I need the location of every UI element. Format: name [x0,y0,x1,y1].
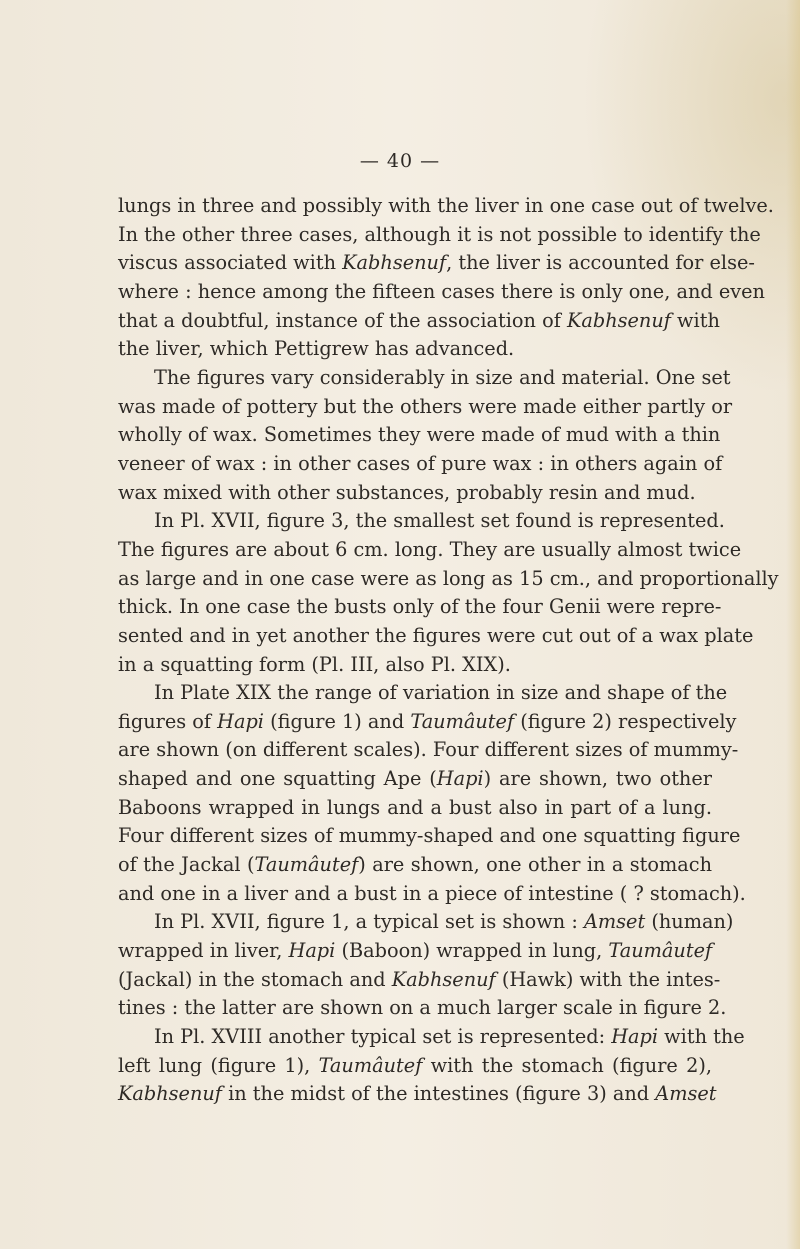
text-line [118,536,742,565]
text-run: In Pl. XVIII another typical set is represented: [154,1025,612,1049]
text-line [118,994,727,1023]
text-run: sented and in yet another the figures were cut out of a wax plate [118,623,754,647]
page-number: — 40 — [359,150,441,172]
text-line [118,192,774,221]
text-run: with the stomach (figure 2), [422,1053,713,1077]
text-line [118,622,754,651]
text-run: wrapped in liver, [118,939,289,963]
text-line [118,966,721,995]
italic-term: Hapi [611,1025,659,1049]
text-run: veneer of wax : in other cases of pure wax : in others again of [118,451,723,475]
text-line [118,450,723,479]
text-line [118,393,733,422]
text-line [118,822,741,851]
text-run: The figures are about 6 cm. long. They are usually almost twice [118,537,742,561]
text-line [118,908,734,937]
text-run: and one in a liver and a bust in a piece of intestine ( ? stomach). [118,881,746,905]
text-line [118,708,737,737]
text-line [118,1023,745,1052]
text-run: the liver, which Pettigrew has advanced. [118,337,515,361]
italic-term: Amset [583,910,646,934]
text-run: of the Jackal ( [118,853,255,877]
text-run: thick. In one case the busts only of the four Genii were repre- [118,595,722,619]
text-line [118,937,712,966]
text-run: ) are shown, one other in a stomach [358,853,712,877]
text-line [118,794,712,823]
text-run: In Pl. XVII, figure 3, the smallest set found is represented. [154,509,725,533]
text-line [118,736,739,765]
text-run: lungs in three and possibly with the liver in one case out of twelve. [118,194,774,217]
text-run: are shown (on different scales). Four different sizes of mummy- [118,738,739,762]
text-run: (Jackal) in the stomach and [118,967,392,991]
text-line [118,364,731,393]
text-line [118,593,722,622]
italic-term: Amset [655,1082,717,1106]
italic-term: Taumâutef [318,1053,423,1077]
italic-term: Hapi [436,767,484,791]
text-run: wax mixed with other substances, probably resin and mud. [118,480,696,504]
text-run: tines : the latter are shown on a much larger scale in figure 2. [118,996,727,1020]
text-line [118,679,728,708]
text-line [118,1080,717,1109]
page-edge-stain [786,0,800,1249]
text-line [118,421,721,450]
text-line [118,851,712,880]
text-line [118,765,712,794]
italic-term: Kabhsenuf [391,967,496,991]
text-run: with [670,308,720,332]
italic-term: Hapi [288,939,336,963]
text-run: left lung (figure 1), [118,1053,319,1077]
text-run: was made of pottery but the others were made either partly or [118,394,733,418]
text-run: shaped and one squatting Ape ( [118,767,437,791]
text-run: figures of [118,709,218,733]
text-line [118,1052,712,1081]
body-text [118,192,779,1109]
italic-term: Kabhsenuf [566,308,671,332]
italic-term: Kabhsenuf [118,1082,222,1106]
text-run: (Hawk) with the intes- [495,967,721,991]
text-run: ) are shown, two other [483,767,712,791]
italic-term: Taumâutef [254,853,359,877]
text-line [118,565,779,594]
text-line [118,651,712,680]
text-run: In Pl. XVII, figure 1, a typical set is shown : [154,910,584,934]
text-run: The figures vary considerably in size and material. One set [154,365,731,389]
text-run: in a squatting form (Pl. III, also Pl. XIX). [118,652,511,676]
text-run: that a doubtful, instance of the association of [118,308,567,332]
text-run: In Plate XIX the range of variation in size and shape of the [154,681,728,705]
text-line [118,249,755,278]
text-line [118,335,712,364]
text-run: In the other three cases, although it is not possible to identify the [118,222,761,246]
text-run: viscus associated with [118,251,343,275]
text-run: with the [658,1025,745,1049]
text-run: as large and in one case were as long as 15 cm., and proportionally [118,566,779,590]
text-run: (figure 1) and [263,709,411,733]
text-run: where : hence among the fifteen cases there is only one, and even [118,279,765,303]
text-line [118,507,725,536]
text-run: Four different sizes of mummy-shaped and one squatting figure [118,824,741,848]
italic-term: Kabhsenuf [342,251,447,275]
text-run: wholly of wax. Sometimes they were made of mud with a thin [118,423,721,447]
italic-term: Hapi [217,709,264,733]
text-line [118,880,746,909]
text-run: Baboons wrapped in lungs and a bust also in part of a lung. [118,795,712,819]
text-run: (Baboon) wrapped in lung, [335,939,609,963]
text-line [118,307,720,336]
text-run: (human) [645,910,734,934]
italic-term: Taumâutef [608,939,713,963]
italic-term: Taumâutef [410,709,515,733]
text-run: (figure 2) respectively [514,709,737,733]
text-run: , the liver is accounted for else- [446,251,755,275]
text-line [118,221,761,250]
text-run: in the midst of the intestines (figure 3) and [221,1082,656,1106]
text-line [118,278,765,307]
text-line [118,479,712,508]
